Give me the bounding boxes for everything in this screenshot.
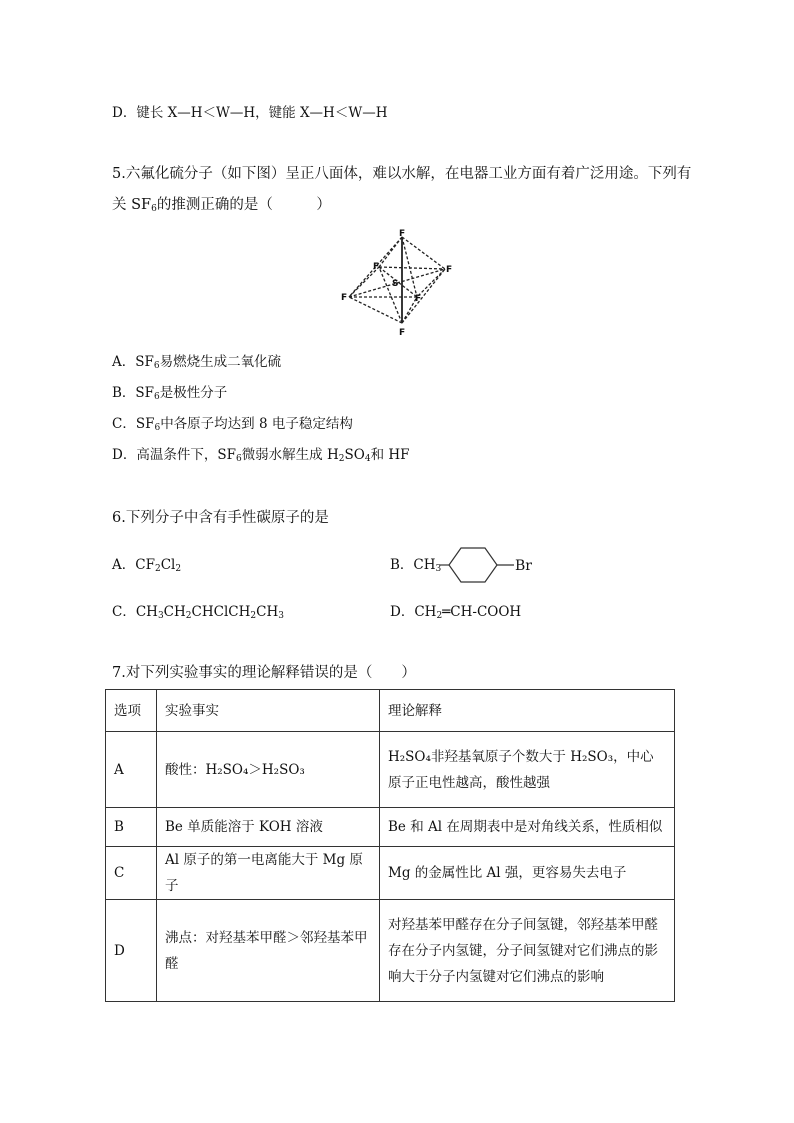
row-fact: 沸点：对羟基苯甲醛＞邻羟基苯甲醛 xyxy=(157,900,380,1002)
row-option: B xyxy=(106,808,157,847)
q5-option-d: D．高温条件下，$SF_6$微弱水解生成 $H_2SO_4$和 HF xyxy=(112,447,410,464)
atom-f-right: F xyxy=(446,265,453,275)
bromo-label: Br xyxy=(515,558,532,574)
row-fact: Al 原子的第一电离能大于 Mg 原子 xyxy=(157,847,380,900)
q7-stem: 7.对下列实验事实的理论解释错误的是（ ） xyxy=(112,665,416,681)
atom-f-back: F xyxy=(373,262,380,272)
table-row xyxy=(106,847,675,900)
table-row xyxy=(106,732,675,808)
row-explain: Be 和 Al 在周期表中是对角线关系，性质相似 xyxy=(380,808,675,847)
prev-option-d: D．键长 X—H＜W—H，键能 X—H＜W—H xyxy=(112,105,388,121)
cyclohexane-ring-figure xyxy=(436,545,536,585)
header-fact: 实验事实 xyxy=(157,690,380,732)
row-explain: Mg 的金属性比 Al 强，更容易失去电子 xyxy=(380,847,675,900)
row-fact: 酸性：H₂SO₄＞H₂SO₃ xyxy=(157,732,380,808)
atom-f-bottom: F xyxy=(399,328,406,338)
row-option: C xyxy=(106,847,157,900)
header-explain: 理论解释 xyxy=(380,690,675,732)
sf6-octahedron-figure xyxy=(335,225,465,343)
q6-stem: 6.下列分子中含有手性碳原子的是 xyxy=(112,510,329,526)
q5-option-b: B．$SF_6$是极性分子 xyxy=(112,385,228,402)
atom-s-center: S xyxy=(392,279,399,289)
q7-table xyxy=(105,689,675,1002)
table-header-row xyxy=(106,690,675,732)
row-fact: Be 单质能溶于 KOH 溶液 xyxy=(157,808,380,847)
header-option: 选项 xyxy=(106,690,157,732)
row-option: A xyxy=(106,732,157,808)
q5-option-a: A．$SF_6$易燃烧生成二氧化硫 xyxy=(112,354,282,371)
row-explain: 对羟基苯甲醛存在分子间氢键，邻羟基苯甲醛存在分子内氢键，分子间氢键对它们沸点的影响大于分子内氢键对它们沸点的影响 xyxy=(380,900,675,1002)
table-row xyxy=(106,808,675,847)
q6-option-a: A．$CF_2Cl_2$ xyxy=(112,557,182,574)
row-option: D xyxy=(106,900,157,1002)
q5-stem-line1: 5.六氟化硫分子（如下图）呈正八面体，难以水解，在电器工业方面有着广泛用途。下列有 xyxy=(112,166,692,182)
atom-f-left: F xyxy=(341,293,348,303)
atom-f-top: F xyxy=(399,229,406,239)
row-explain: H₂SO₄非羟基氧原子个数大于 H₂SO₃，中心原子正电性越高，酸性越强 xyxy=(380,732,675,808)
atom-f-front: F xyxy=(415,294,422,304)
table-row xyxy=(106,900,675,1002)
q6-option-c: C．$CH_3CH_2CHClCH_2CH_3$ xyxy=(112,604,284,621)
q6-option-d: D．$CH_2═CH$-COOH xyxy=(390,604,522,621)
q5-stem-line2: 关 $SF_6$的推测正确的是（ ） xyxy=(112,197,331,214)
q5-option-c: C．$SF_6$中各原子均达到 8 电子稳定结构 xyxy=(112,416,353,433)
q6-option-b: B．$CH_3$ xyxy=(390,557,442,574)
